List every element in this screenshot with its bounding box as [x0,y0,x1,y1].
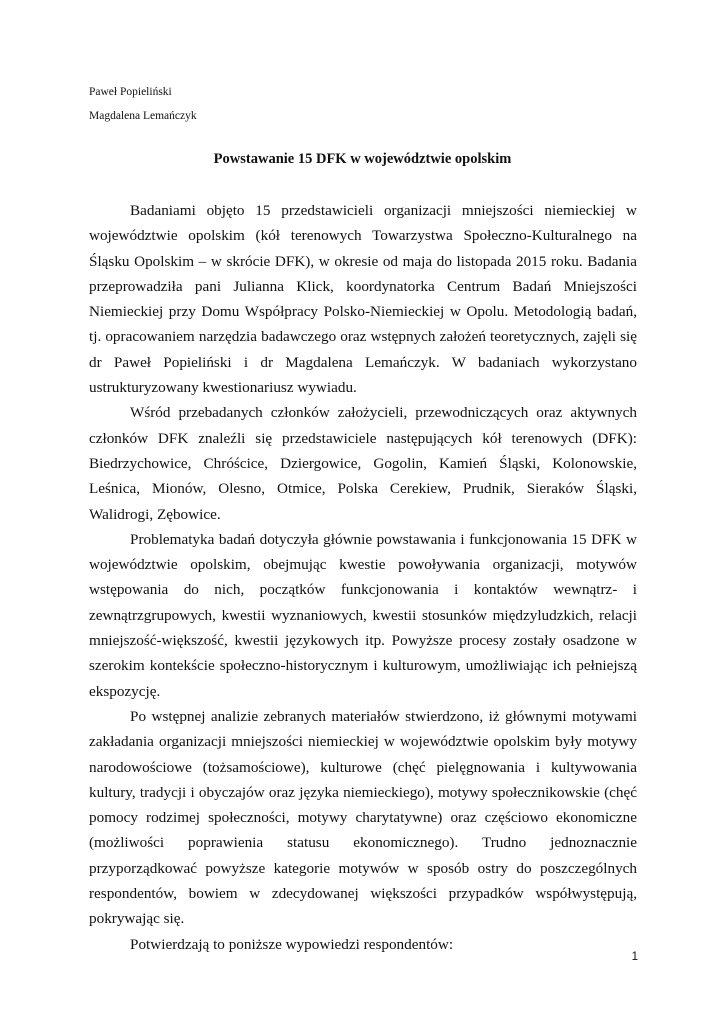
paragraph: Potwierdzają to poniższe wypowiedzi respondentów: [130,935,454,953]
paragraph: Wśród przebadanych członków założycieli, przewodniczących oraz aktywnych członków DFK znaleźli się przedstawiciele następujących kół terenowych (DFK): Biedrzychowice, Chróścice, Dziergowice, Gogolin, Kamień Śląski, Kolonowskie, Leśnica, Mionów, Olesno, Otmice, Polska Cerekiew, Prudnik, Sieraków Śląski, Walidrogi, Zębowice. [89,404,637,523]
paragraph: Po wstępnej analizie zebranych materiałów stwierdzono, iż głównymi motywami zakładania organizacji mniejszości niemieckiej w województwie opolskim były motywy narodowościowe (tożsamościowe), kulturowe (chęć pielęgnowania i kultywowania kultury, tradycji i obyczajów oraz języka niemieckiego), motywy społecznikowskie (chęć pomocy rodzimej społeczności, motywy charytatywne) oraz częściowo ekonomiczne (możliwości poprawienia statusu ekonomicznego). Trudno jednoznacznie przyporządkować powyższe kategorie motywów w sposób ostry do poszczególnych respondentów, bowiem w zdecydowanej większości przypadków współwystępują, pokrywając się. [89,707,637,928]
document-body [89,198,637,957]
document-title: Powstawanie 15 DFK w województwie opolskim [213,151,512,167]
author-name: Paweł Popieliński [89,86,172,98]
paragraph: Badaniami objęto 15 przedstawicieli organizacji mniejszości niemieckiej w województwie opolskim (kół terenowych Towarzystwa Społeczno-Kulturalnego na Śląsku Opolskim – w skrócie DFK), w okresie od maja do listopada 2015 roku. Badania przeprowadziła pani Julianna Klick, koordynatorka Centrum Badań Mniejszości Niemieckiej przy Domu Współpracy Polsko-Niemieckiej w Opolu. Metodologią badań, tj. opracowaniem narzędzia badawczego oraz wstępnych założeń teoretycznych, zajęli się dr Paweł Popieliński i dr Magdalena Lemańczyk. W badaniach wykorzystano ustrukturyzowany kwestionariusz wywiadu. [89,202,637,397]
paragraph: Problematyka badań dotyczyła głównie powstawania i funkcjonowania 15 DFK w województwie opolskim, obejmując kwestie powoływania organizacji, motywów wstępowania do nich, początków funkcjonowania i kontaktów wewnątrz- i zewnątrzgrupowych, kwestii wyznaniowych, kwestii stosunków międzyludzkich, relacji mniejszość-większość, kwestii językowych itp. Powyższe procesy zostały osadzone w szerokim kontekście społeczno-historycznym i kulturowym, umożliwiając ich pełniejszą ekspozycję. [89,530,637,700]
page-number: 1 [631,951,638,963]
author-name: Magdalena Lemańczyk [89,110,197,122]
